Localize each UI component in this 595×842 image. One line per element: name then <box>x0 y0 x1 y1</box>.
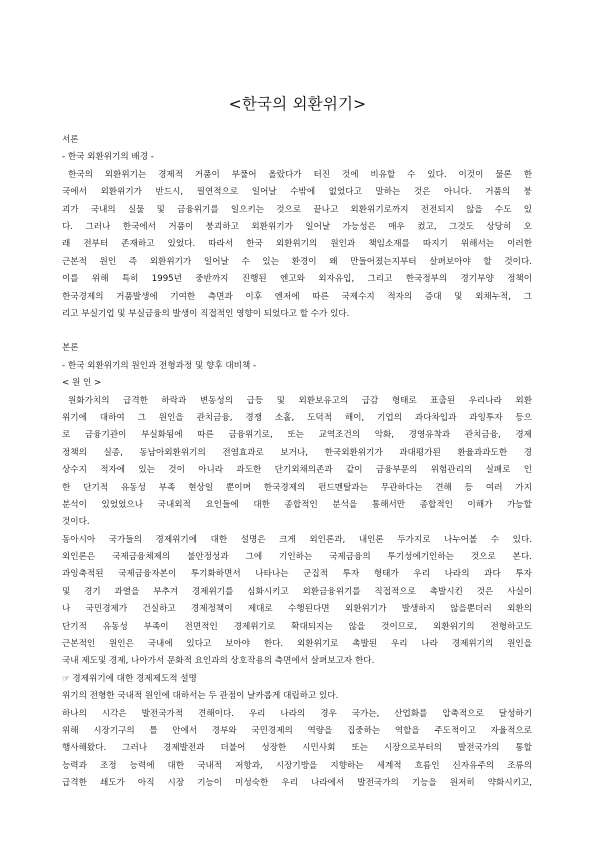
paragraph-line: 정책의 실종, 동남아외환위기의 전염효과로 보거나, 한국외환위기가 과대평가된 환율과과도한 경 <box>62 447 532 458</box>
main-subheading: - 한국 외환위기의 원인과 전형과정 및 향후 대비책 - <box>62 360 257 371</box>
document-body <box>62 132 532 793</box>
paragraph-line: 하나의 시각은 발전국가적 견해이다. 우리 나라의 경우 국가는, 산업화를 압축적으로 달성하기 <box>62 708 532 719</box>
paragraph-line: 행사해왔다. 그러나 경제발전과 더불어 성장한 시민사회 또는 시장으로부터의 발전국가의 통할 <box>62 743 532 754</box>
paragraph-line: 리고 부실기업 및 부실금융의 발생이 직접적인 영향이 되었다고 할 수가 있다. <box>62 308 350 319</box>
paragraph-line: 위기에 대하여 그 원인을 관치금융, 경쟁 소홀, 도덕적 해이, 기업의 과다차입과 과잉투자 등으 <box>62 412 532 423</box>
cause-paragraph-2 <box>62 532 532 671</box>
paragraph-line: 근본적 원인 즉 외환위기가 일어날 수 있는 환경이 왜 만들어졌는지부터 살펴보아야 할 것이다. <box>62 256 532 267</box>
paragraph-line: 국내 제도및 경제, 나아가서 문화적 요인과의 상호작용의 측면에서 살펴보고자 한다. <box>62 656 375 667</box>
paragraph-line: 동아시아 국가들의 경제위기에 대한 설명은 크게 외인론과, 내인론 두가지로 나누어볼 수 있다. <box>62 534 532 545</box>
paragraph-line: 한국의 외환위기는 경제적 거품이 부풀어 올랐다가 터진 것에 비유할 수 있다. 이것이 물론 한 <box>68 169 532 180</box>
intro-heading: 서론 <box>62 135 79 145</box>
paragraph-line: 로 금융기관이 부실화됨에 따른 금융위기로, 또는 교역조건의 악화, 경영유착과 관치금융, 경제 <box>62 430 532 441</box>
paragraph-line: 외인론은 국제금융체제의 불안정성과 그에 기인하는 국제금융의 투기성에기인하는 것으로 본다. <box>62 552 532 563</box>
cause-label: < 원 인 > <box>62 378 102 389</box>
paragraph-line: 이를 위해 특히 1995년 중반까지 진행된 엔고와 외자유입, 그리고 한국정부의 경기부양 정책이 <box>62 274 532 285</box>
intro-paragraph <box>62 167 532 324</box>
paragraph-line: 상수지 적자에 있는 것이 아니라 과도한 단기외채의존과 같이 금융부문의 위험관리의 실패로 인 <box>62 465 532 476</box>
paragraph-line: 한국경제의 거품발생에 기여한 측면과 이후 엔저에 따른 국제수지 적자의 증대 및 외채누적, 그 <box>62 291 532 302</box>
paragraph-line: 한 단기적 유동성 부족 현상일 뿐이며 한국경제의 펀드멘탈과는 무관하다는 견해 등 여러 가지 <box>62 482 532 493</box>
institutional-paragraph <box>62 688 532 792</box>
paragraph-line: 위해 시장기구의 틀 안에서 경부와 국민경제의 역량을 집중하는 역할을 주도적이고 자율적으로 <box>62 726 532 737</box>
paragraph-line: 위기의 전형한 국내적 원인에 대하서는 두 관점이 날카롭게 대립하고 있다. <box>62 691 339 702</box>
paragraph-line: 괴가 국내의 실물 및 금융위기를 일으키는 것으로 끝나고 외환위기로까지 전전되지 않을 수도 있 <box>62 204 532 215</box>
document-title: <한국의 외환위기> <box>228 95 367 113</box>
paragraph-line: 단기적 유동성 부족이 전면적인 경제위기로 확대되지는 않을 것이므로, 외환위기의 전형하고도 <box>62 621 532 632</box>
cause-paragraph-1 <box>62 393 532 532</box>
paragraph-line: 및 경기 과열을 부추겨 경제위기를 심화시키고 외환금융위기를 직접적으로 촉발시킨 것은 사실이 <box>62 586 532 597</box>
paragraph-line: 원화가치의 급격한 하락과 변동성의 급등 및 외환보유고의 급감 형태로 표출된 우리나라 외환 <box>68 395 532 406</box>
paragraph-line: 능력과 조정 능력에 대한 국내적 저항과, 시장기방을 지향하는 세계적 흐름인 신자유주의 조류의 <box>62 760 532 771</box>
paragraph-line: 국에서 외환위기가 반드시, 필연적으로 일어날 수밖에 없었다고 말하는 것은 아니다. 거품의 붕 <box>62 187 532 198</box>
paragraph-line: 것이다. <box>62 517 90 528</box>
section-gap <box>62 323 532 340</box>
paragraph-line: 근본적인 원인은 국내에 있다고 보아야 한다. 외환위기로 촉발된 우리 나라 경제위기의 원인을 <box>62 639 532 650</box>
paragraph-line: 과잉축적된 국제금융자본이 투기화하면서 나타나는 군집적 투자 형태가 우리 나라의 과다 투자 <box>62 569 532 580</box>
institutional-explanation-heading: ☞ 경제위기에 대한 경제제도적 설명 <box>62 673 197 684</box>
paragraph-line: 나 국민경제가 건실하고 경제정책이 제대로 수행된다면 외환위기가 발생하지 않을뿐더러 외환의 <box>62 604 532 615</box>
paragraph-line: 다. 그러나 한국에서 거품이 붕괴하고 외환위기가 일어날 가능성은 매우 컸고, 그것도 상당히 오 <box>62 221 532 232</box>
main-heading: 본론 <box>62 343 79 354</box>
paragraph-line: 분석이 있었었으나 국내외적 요인들에 대한 종합적인 분석을 통해서만 종합적인 이해가 가능할 <box>62 499 532 510</box>
intro-subheading: - 한국 외환위기의 배경 - <box>62 152 154 163</box>
paragraph-line: 래 전부터 존재하고 있었다. 따라서 한국 외환위기의 원인과 책임소재를 따지기 위해서는 이러한 <box>62 239 532 250</box>
paragraph-line: 급격한 쇄도가 아직 시장 기능이 미성숙한 우리 나라에서 발전국가의 기능을 원저히 약화시키고, <box>62 778 532 789</box>
